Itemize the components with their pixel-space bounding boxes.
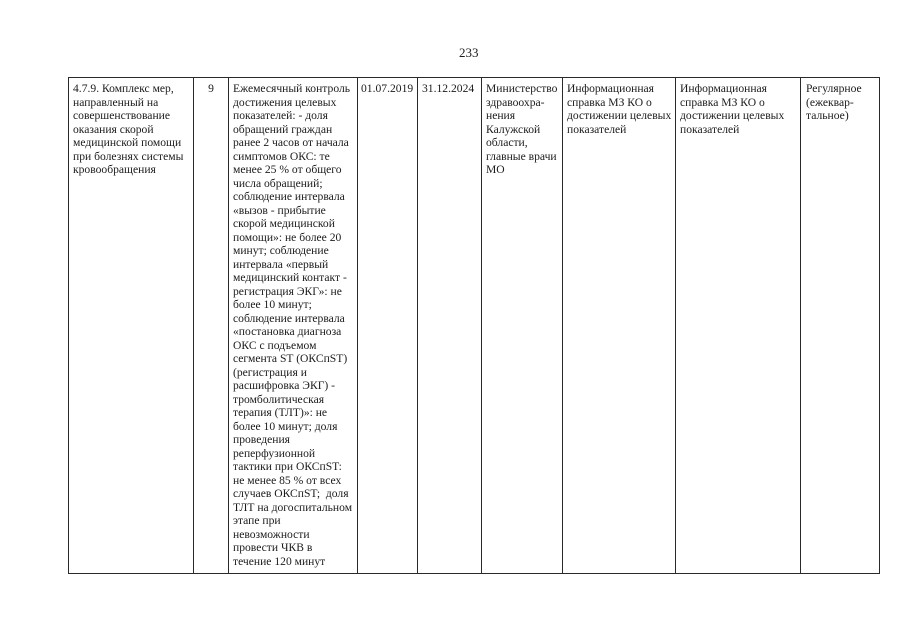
- cell-description: Ежемесячный контроль достижения целевых показателей: - доля обращений граждан ранее 2 часов от начала симптомов ОКС: те менее 25 % от общего числа обращений; соблюдение интервала «вызов - прибытие скорой медицинской помощи»: не более 20 минут; соблюдение интервала «первый медицинский контакт - регистрация ЭКГ»: не более 10 минут; соблюдение интервала «постановка диагноза ОКС с подъемом сегмента ST (ОКСпST) (регистрация и расшифровка ЭКГ) - тромболитическая терапия (ТЛТ)»: не более 10 минут; доля проведения реперфузионной тактики при ОКСпST: не менее 85 % от всех случаев ОКСпST; доля ТЛТ на догоспитальном этапе при невозможности провести ЧКВ в течение 120 минут: [229, 78, 358, 573]
- cell-start-date: 01.07.2019: [358, 78, 418, 573]
- cell-result: Информационная справка МЗ КО о достижении целевых показателей: [563, 78, 676, 573]
- cell-number: 9: [194, 78, 229, 573]
- table-row: [69, 78, 879, 573]
- cell-control: Информационная справка МЗ КО о достижении целевых показателей: [676, 78, 801, 573]
- cell-responsible: Министерство здравоохра- нения Калужской области, главные врачи МО: [482, 78, 563, 573]
- cell-measure-name: 4.7.9. Комплекс мер, направленный на совершенствование оказания скорой медицинской помощи при болезнях системы кровообращения: [69, 78, 194, 573]
- cell-frequency: Регулярное (ежеквар- тальное): [806, 82, 862, 122]
- page-number: 233: [459, 45, 479, 60]
- cell-end-date: 31.12.2024: [418, 78, 482, 573]
- measures-table: [68, 77, 880, 574]
